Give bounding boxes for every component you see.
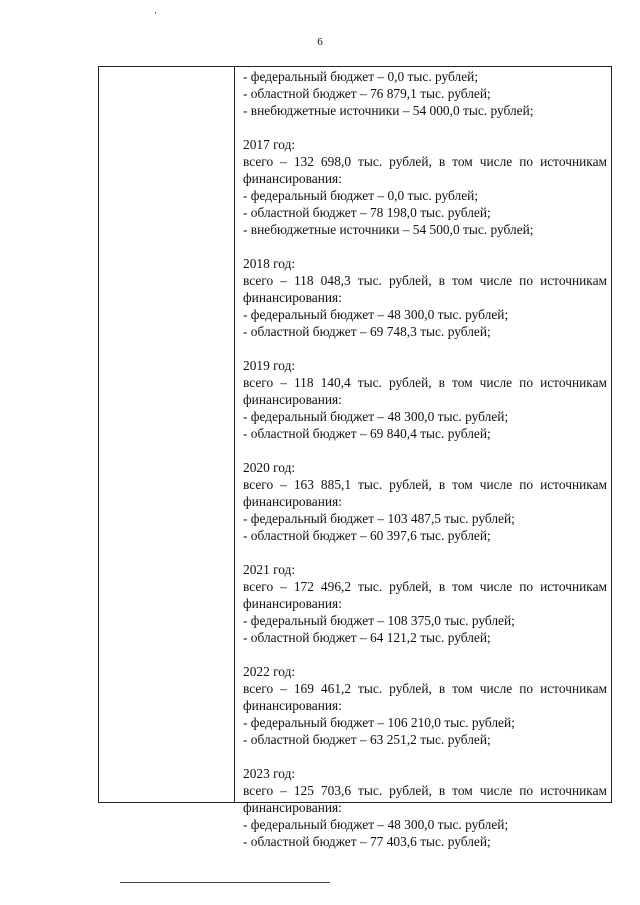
funding-line: - федеральный бюджет – 48 300,0 тыс. рублей; — [243, 409, 509, 424]
year-block — [243, 238, 607, 340]
funding-line: - областной бюджет – 76 879,1 тыс. рублей; — [243, 86, 491, 101]
year-total: всего – 118 140,4 тыс. рублей, в том числе по источникам — [243, 375, 607, 390]
table-left-column — [99, 67, 235, 802]
block-spacer — [243, 119, 607, 136]
year-heading: 2022 год: — [243, 664, 296, 679]
funding-line: - федеральный бюджет – 48 300,0 тыс. рублей; — [243, 817, 509, 832]
funding-line: - федеральный бюджет – 106 210,0 тыс. рублей; — [243, 715, 515, 730]
year-total: всего – 172 496,2 тыс. рублей, в том числе по источникам — [243, 579, 607, 594]
funding-line: - федеральный бюджет – 0,0 тыс. рублей; — [243, 188, 479, 203]
block-spacer — [243, 442, 607, 459]
year-total: всего – 118 048,3 тыс. рублей, в том числе по источникам — [243, 273, 607, 288]
year-block — [243, 544, 607, 646]
sources-label: финансирования: — [243, 800, 342, 815]
sources-label: финансирования: — [243, 494, 342, 509]
sources-label: финансирования: — [243, 392, 342, 407]
funding-line: - внебюджетные источники – 54 000,0 тыс. рублей; — [243, 103, 534, 118]
block-spacer — [243, 238, 607, 255]
footer-rule — [120, 882, 330, 883]
sources-label: финансирования: — [243, 171, 342, 186]
funding-line: - федеральный бюджет – 108 375,0 тыс. рублей; — [243, 613, 515, 628]
funding-table — [98, 66, 612, 849]
year-heading: 2021 год: — [243, 562, 296, 577]
year-block — [243, 442, 607, 544]
funding-line: - внебюджетные источники – 54 500,0 тыс. рублей; — [243, 222, 534, 237]
year-total: всего – 125 703,6 тыс. рублей, в том числе по источникам — [243, 783, 607, 798]
funding-line: - областной бюджет – 60 397,6 тыс. рублей; — [243, 528, 491, 543]
block-spacer — [243, 340, 607, 357]
page-number: 6 — [317, 36, 323, 48]
year-block — [243, 119, 607, 238]
scan-speck — [155, 12, 156, 14]
block-spacer — [243, 748, 607, 765]
year-block — [243, 646, 607, 748]
years-list — [243, 119, 607, 850]
sources-label: финансирования: — [243, 290, 342, 305]
year-block — [243, 748, 607, 850]
intro-block — [243, 68, 607, 119]
table-right-column — [235, 67, 611, 849]
year-total: всего – 132 698,0 тыс. рублей, в том числе по источникам — [243, 154, 607, 169]
funding-line: - федеральный бюджет – 103 487,5 тыс. рублей; — [243, 511, 515, 526]
funding-line: - областной бюджет – 64 121,2 тыс. рублей; — [243, 630, 491, 645]
year-heading: 2018 год: — [243, 256, 296, 271]
sources-label: финансирования: — [243, 596, 342, 611]
funding-line: - областной бюджет – 69 748,3 тыс. рублей; — [243, 324, 491, 339]
funding-line: - областной бюджет – 69 840,4 тыс. рублей; — [243, 426, 491, 441]
funding-line: - областной бюджет – 78 198,0 тыс. рублей; — [243, 205, 491, 220]
year-heading: 2023 год: — [243, 766, 296, 781]
block-spacer — [243, 544, 607, 561]
year-block — [243, 340, 607, 442]
year-heading: 2020 год: — [243, 460, 296, 475]
funding-line: - федеральный бюджет – 48 300,0 тыс. рублей; — [243, 307, 509, 322]
funding-line: - областной бюджет – 63 251,2 тыс. рублей; — [243, 732, 491, 747]
funding-line: - областной бюджет – 77 403,6 тыс. рублей; — [243, 834, 491, 849]
year-heading: 2019 год: — [243, 358, 296, 373]
year-total: всего – 169 461,2 тыс. рублей, в том числе по источникам — [243, 681, 607, 696]
sources-label: финансирования: — [243, 698, 342, 713]
block-spacer — [243, 646, 607, 663]
funding-line: - федеральный бюджет – 0,0 тыс. рублей; — [243, 69, 479, 84]
year-heading: 2017 год: — [243, 137, 296, 152]
year-total: всего – 163 885,1 тыс. рублей, в том числе по источникам — [243, 477, 607, 492]
